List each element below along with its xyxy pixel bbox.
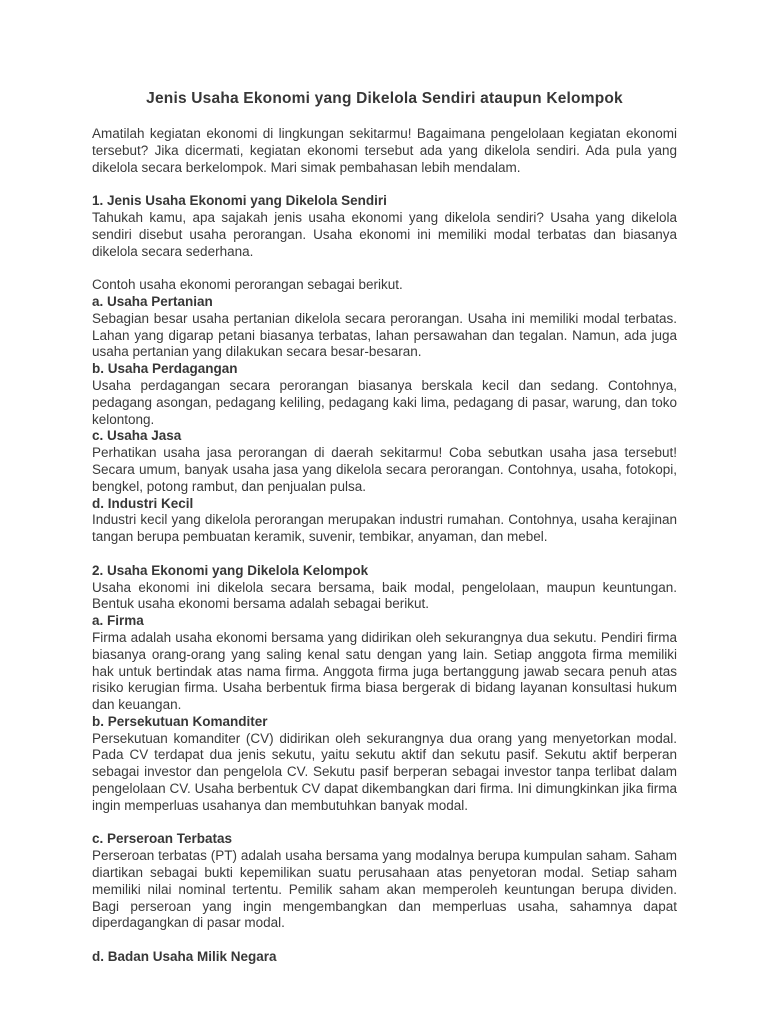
- paragraph: Firma adalah usaha ekonomi bersama yang didirikan oleh sekurangnya dua sekutu. Pendiri firma biasanya orang-orang yang saling kenal satu dengan yang lain. Setiap anggota firma memiliki hak untuk bertindak atas nama firma. Anggota firma juga bertanggung jawab secara penuh atas risiko kerugian firma. Usaha berbentuk firma biasa bergerak di bidang layanan konsultasi hukum dan keuangan.: [92, 629, 677, 713]
- section-heading: d. Industri Kecil: [92, 495, 194, 511]
- paragraph: Perseroan terbatas (PT) adalah usaha bersama yang modalnya berupa kumpulan saham. Saham diartikan sebagai bukti kepemilikan suatu perusahaan atas penyetoran modal. Setiap saham memiliki nilai nominal tertentu. Pemilik saham akan memperoleh keuntungan berupa dividen. Bagi perseroan yang ingin mengembangkan dan memperluas usaha, sahamnya dapat diperdagangkan di pasar modal.: [92, 848, 677, 931]
- document-body: [92, 126, 677, 966]
- paragraph: Persekutuan komanditer (CV) didirikan oleh sekurangnya dua orang yang menyetorkan modal. Pada CV terdapat dua jenis sekutu, yaitu sekutu aktif dan sekutu pasif. Sekutu aktif berperan sebagai investor dan pengelola CV. Sekutu pasif berperan sebagai investor tanpa terlibat dalam pengelolaan CV. Usaha berbentuk CV dapat dikembangkan dari firma. Ini dimungkinkan jika firma ingin memperluas usahanya dan membutuhkan banyak modal.: [92, 730, 677, 813]
- blank-line: [92, 546, 677, 563]
- section-heading: a. Usaha Pertanian: [92, 293, 213, 309]
- paragraph: Usaha perdagangan secara perorangan biasanya berskala kecil dan sedang. Contohnya, pedagang asongan, pedagang keliling, pedagang kaki lima, pedagang di pasar, warung, dan toko kelontong.: [92, 377, 677, 427]
- section-heading: d. Badan Usaha Milik Negara: [92, 949, 277, 965]
- section-heading: a. Firma: [92, 613, 144, 629]
- section-heading: 1. Jenis Usaha Ekonomi yang Dikelola Sendiri: [92, 193, 387, 209]
- blank-line: [92, 260, 677, 277]
- blank-line: [92, 932, 677, 949]
- blank-line: [92, 815, 677, 832]
- paragraph: Amatilah kegiatan ekonomi di lingkungan sekitarmu! Bagaimana pengelolaan kegiatan ekonomi tersebut? Jika dicermati, kegiatan ekonomi tersebut ada yang dikelola sendiri. Ada pula yang dikelola secara berkelompok. Mari simak pembahasan lebih mendalam.: [92, 126, 677, 175]
- paragraph: Industri kecil yang dikelola perorangan merupakan industri rumahan. Contohnya, usaha kerajinan tangan berupa pembuatan keramik, suvenir, tembikar, anyaman, dan mebel.: [92, 512, 677, 545]
- section-heading: c. Perseroan Terbatas: [92, 831, 233, 847]
- paragraph: Usaha ekonomi ini dikelola secara bersama, baik modal, pengelolaan, maupun keuntungan. Bentuk usaha ekonomi bersama adalah sebagai berikut.: [92, 579, 677, 612]
- paragraph: Tahukah kamu, apa sajakah jenis usaha ekonomi yang dikelola sendiri? Usaha yang dikelola sendiri disebut usaha perorangan. Usaha ekonomi ini memiliki modal terbatas dan biasanya dikelola secara sederhana.: [92, 209, 677, 259]
- section-heading: b. Persekutuan Komanditer: [92, 713, 268, 729]
- section-heading: c. Usaha Jasa: [92, 428, 182, 444]
- section-heading: 2. Usaha Ekonomi yang Dikelola Kelompok: [92, 562, 369, 578]
- paragraph: Perhatikan usaha jasa perorangan di daerah sekitarmu! Coba sebutkan usaha jasa tersebut! Secara umum, banyak usaha jasa yang dikelola secara perorangan. Contohnya, usaha, fotokopi, bengkel, potong rambut, dan penjualan pulsa.: [92, 445, 677, 494]
- paragraph: Sebagian besar usaha pertanian dikelola secara perorangan. Usaha ini memiliki modal terbatas. Lahan yang digarap petani biasanya terbatas, lahan persawahan dan tegalan. Namun, ada juga usaha pertanian yang dilakukan secara besar-besaran.: [92, 310, 677, 360]
- paragraph: Contoh usaha ekonomi perorangan sebagai berikut.: [92, 277, 403, 293]
- document-title: Jenis Usaha Ekonomi yang Dikelola Sendiri ataupun Kelompok: [146, 90, 623, 107]
- blank-line: [92, 176, 677, 193]
- section-heading: b. Usaha Perdagangan: [92, 361, 238, 377]
